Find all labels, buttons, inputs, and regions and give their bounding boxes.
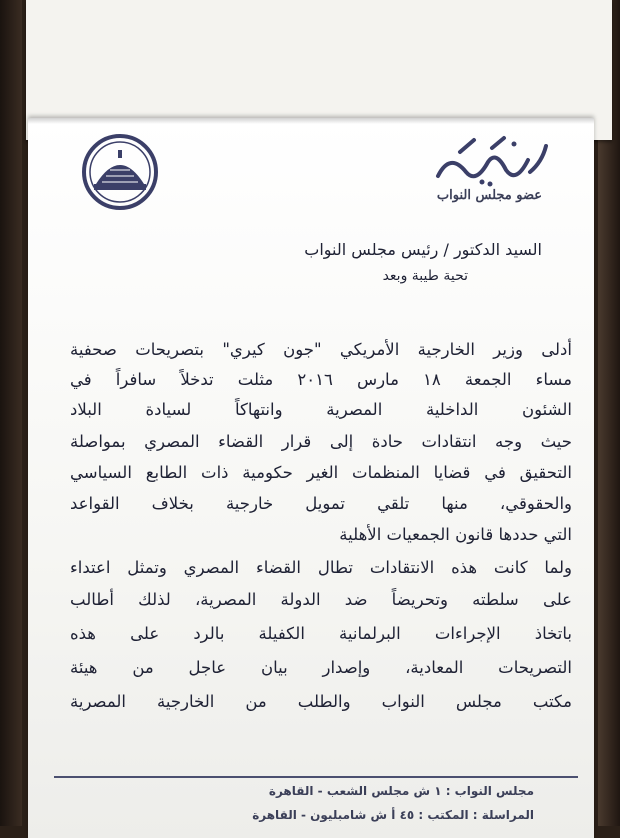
body-line: التصريحات المعادية، وإصدار بيان عاجل من هيئة: [70, 658, 572, 677]
body-line: مساء الجمعة ١٨ مارس ٢٠١٦ مثلت تدخلاً سافراً في: [70, 370, 572, 389]
desk-edge-left: [0, 0, 22, 826]
body-line: حيث وجه انتقادات حادة إلى قرار القضاء المصري بمواصلة: [70, 432, 572, 451]
body-line: الشئون الداخلية المصرية وانتهاكاً لسيادة البلاد: [70, 400, 572, 419]
calligraphy-name-logo: [430, 132, 550, 192]
body-line: التي حددها قانون الجمعيات الأهلية: [339, 525, 572, 544]
body-line: على سلطته وتحريضاً ضد الدولة المصرية، لذلك أطالب: [70, 590, 572, 609]
salutation: السيد الدكتور / رئيس مجلس النواب: [304, 240, 542, 259]
page-fold-shadow: [28, 118, 594, 124]
parliament-dome-seal-icon: [80, 132, 160, 212]
footer-divider: [54, 776, 578, 778]
body-line: مكتب مجلس النواب والطلب من الخارجية المصرية: [70, 692, 572, 711]
body-line: أدلى وزير الخارجية الأمريكي "جون كيري" بتصريحات صحفية: [70, 340, 572, 359]
body-line: التحقيق في قضايا المنظمات الغير حكومية ذات الطابع السياسي: [70, 463, 572, 482]
body-line: باتخاذ الإجراءات البرلمانية الكفيلة بالرد على هذه: [70, 624, 572, 643]
footer-correspondence: المراسلة : المكتب : ٤٥ أ ش شامبليون - القاهرة: [252, 808, 534, 822]
greeting: تحية طيبة وبعد: [382, 268, 468, 284]
letterhead-subtitle: عضو مجلس النواب: [436, 188, 542, 203]
body-line: ولما كانت هذه الانتقادات تطال القضاء المصري وتمثل اعتداء: [70, 558, 572, 577]
letter-page: [28, 118, 594, 838]
body-line: والحقوقي، منها تلقي تمويل خارجية بخلاف القواعد: [70, 494, 572, 513]
footer-address: مجلس النواب : ١ ش مجلس الشعب - القاهرة: [268, 784, 534, 798]
